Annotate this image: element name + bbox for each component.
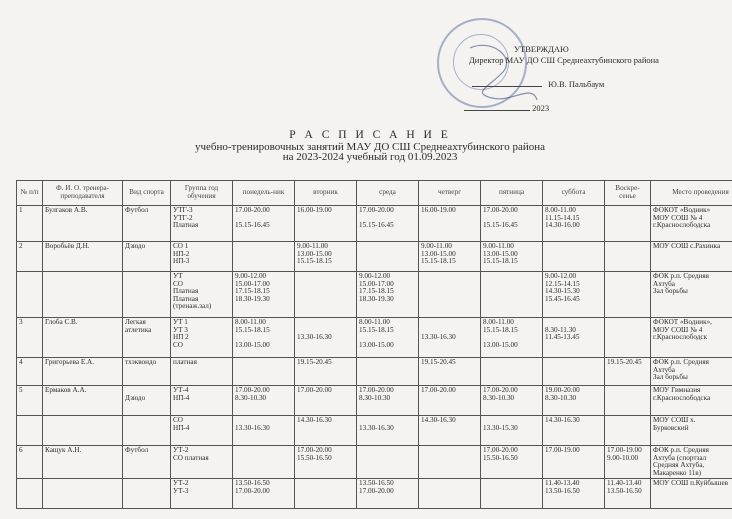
- table-cell: УТ СО Платная Платная (тренаж.зал): [171, 272, 233, 318]
- table-cell: 8.00-11.00 11.15-14.15 14.30-16.00: [543, 206, 605, 242]
- table-cell: 13.50-16.50 17.00-20.00: [357, 479, 419, 509]
- approval-signer: Ю.В. Пальбаум: [548, 79, 605, 89]
- date-line: [464, 110, 530, 111]
- table-cell: УТ-4 НП-4: [171, 386, 233, 416]
- table-cell: 17.00-20.00 15.50-16.50: [481, 446, 543, 479]
- table-cell: [123, 272, 171, 318]
- table-cell: 17.00-20.00 15.15-16.45: [233, 206, 295, 242]
- table-cell: [17, 272, 43, 318]
- table-cell: УТГ-3 УТГ-2 Платная: [171, 206, 233, 242]
- table-cell: Ермаков А.А.: [43, 386, 123, 416]
- table-cell: Григорьева Е.А.: [43, 358, 123, 386]
- table-cell: [17, 416, 43, 446]
- table-cell: Дзюдо: [123, 386, 171, 416]
- table-cell: ФОК р.п. Средняя Ахтуба (спортзал Средняя Ахтуба, Макаренко 11в): [651, 446, 732, 479]
- approval-position: Директор МАУ ДО СШ Среднеахтубинского района: [469, 55, 659, 65]
- column-header: Группа год обучения: [171, 181, 233, 206]
- column-header: вторник: [295, 181, 357, 206]
- approval-date-year: 2023: [532, 103, 550, 113]
- table-cell: [605, 416, 651, 446]
- table-cell: ФОК р.п. Средняя Ахтуба Зал борьбы: [651, 358, 732, 386]
- table-cell: 17.00-20.00: [419, 386, 481, 416]
- table-cell: платная: [171, 358, 233, 386]
- table-cell: 8.00-11.00 15.15-18.15 13.00-15.00: [233, 318, 295, 358]
- table-row: [17, 242, 732, 272]
- table-row: [17, 206, 732, 242]
- table-cell: 16.00-19.00: [419, 206, 481, 242]
- table-cell: 2: [17, 242, 43, 272]
- table-cell: [419, 272, 481, 318]
- table-cell: Футбол: [123, 206, 171, 242]
- table-cell: 11.40-13.40 13.50-16.50: [605, 479, 651, 509]
- table-cell: ФОК р.п. Средняя Ахтуба Зал борьбы: [651, 272, 732, 318]
- table-cell: МОУ СОШ х. Бурковский: [651, 416, 732, 446]
- table-cell: УТ-2 СО платная: [171, 446, 233, 479]
- table-cell: Футбол: [123, 446, 171, 479]
- table-cell: [43, 416, 123, 446]
- table-cell: [43, 479, 123, 509]
- table-cell: [481, 272, 543, 318]
- table-cell: МОУ Гимназия г.Краснослободска: [651, 386, 732, 416]
- table-cell: [123, 416, 171, 446]
- table-cell: 14.30-16.30: [543, 416, 605, 446]
- table-cell: [605, 318, 651, 358]
- table-cell: 11.40-13.40 13.50-16.50: [543, 479, 605, 509]
- table-cell: 17.00-20.00 8.30-10.30: [357, 386, 419, 416]
- table-cell: Легкая атлетика: [123, 318, 171, 358]
- table-cell: 8.00-11.00 15.15-18.15 13.00-15.00: [357, 318, 419, 358]
- table-cell: [43, 272, 123, 318]
- table-cell: 13.30-16.30: [295, 318, 357, 358]
- table-cell: [481, 479, 543, 509]
- table-cell: [357, 358, 419, 386]
- table-cell: УТ 1 УТ 3 НП 2 СО: [171, 318, 233, 358]
- table-cell: 17.00-20.00 15.50-16.50: [295, 446, 357, 479]
- table-cell: ФОКОТ «Водник» МОУ СОШ № 4 г.Краснослободска: [651, 206, 732, 242]
- table-cell: [233, 446, 295, 479]
- table-cell: СО 1 НП-2 НП-3: [171, 242, 233, 272]
- table-cell: 19.15-20.45: [295, 358, 357, 386]
- table-cell: Воробьёв Д.Н.: [43, 242, 123, 272]
- schedule-table: [16, 180, 732, 509]
- table-cell: [605, 242, 651, 272]
- table-cell: [357, 242, 419, 272]
- table-cell: 19.15-20.45: [419, 358, 481, 386]
- approval-block: [469, 44, 728, 114]
- table-cell: 19.00-20.00 8.30-10.30: [543, 386, 605, 416]
- column-header: Вид спорта: [123, 181, 171, 206]
- table-cell: 1: [17, 206, 43, 242]
- table-cell: 8.30-11.30 11.45-13.45: [543, 318, 605, 358]
- table-cell: 13.30-15.30: [481, 416, 543, 446]
- table-cell: 13.30-16.30: [233, 416, 295, 446]
- table-cell: 5: [17, 386, 43, 416]
- table-cell: 17.00-20.00 8.30-10.30: [233, 386, 295, 416]
- table-row: [17, 479, 732, 509]
- table-header-row: [17, 181, 732, 206]
- column-header: Ф. И. О. тренера-преподавателя: [43, 181, 123, 206]
- table-cell: Кащук А.Н.: [43, 446, 123, 479]
- table-cell: 17.00-20.00: [295, 386, 357, 416]
- table-cell: [357, 446, 419, 479]
- table-cell: СО НП-4: [171, 416, 233, 446]
- table-cell: МОУ СОШ с.Рахинка: [651, 242, 732, 272]
- table-cell: [605, 206, 651, 242]
- table-cell: 4: [17, 358, 43, 386]
- table-cell: [233, 358, 295, 386]
- title-subtitle: учебно-тренировочных занятий МАУ ДО СШ Среднеахтубинского района: [195, 141, 545, 153]
- table-cell: [605, 386, 651, 416]
- table-cell: 9.00-12.00 15.00-17.00 17.15-18.15 18.30-19.30: [357, 272, 419, 318]
- table-cell: [543, 242, 605, 272]
- table-cell: 13.30-16.30: [357, 416, 419, 446]
- table-row: [17, 416, 732, 446]
- column-header: среда: [357, 181, 419, 206]
- column-header: пятница: [481, 181, 543, 206]
- table-cell: МОУ СОШ п.Куйбышев: [651, 479, 732, 509]
- table-cell: ФОКОТ «Водник», МОУ СОШ № 4 г.Краснослободск: [651, 318, 732, 358]
- table-cell: 9.00-11.00 13.00-15.00 15.15-18.15: [295, 242, 357, 272]
- table-cell: [295, 272, 357, 318]
- table-cell: [605, 272, 651, 318]
- table-cell: тхэквондо: [123, 358, 171, 386]
- table-cell: [419, 479, 481, 509]
- signature-line: [472, 86, 542, 87]
- table-cell: Дзюдо: [123, 242, 171, 272]
- table-cell: УТ-2 УТ-3: [171, 479, 233, 509]
- column-header: четверг: [419, 181, 481, 206]
- table-cell: 9.00-11.00 13.00-15.00 15.15-18.15: [481, 242, 543, 272]
- table-row: [17, 318, 732, 358]
- table-cell: 8.00-11.00 15.15-18.15 13.00-15.00: [481, 318, 543, 358]
- table-row: [17, 446, 732, 479]
- table-cell: 9.00-12.00 15.00-17.00 17.15-18.15 18.30-19.30: [233, 272, 295, 318]
- column-header: суббота: [543, 181, 605, 206]
- title-heading: Р А С П И С А Н И Е: [289, 129, 451, 141]
- table-cell: [17, 479, 43, 509]
- table-cell: [295, 479, 357, 509]
- table-cell: [543, 358, 605, 386]
- title-year: на 2023-2024 учебный год 01.09.2023: [282, 151, 458, 163]
- table-cell: 14.30-16.30: [419, 416, 481, 446]
- table-cell: [419, 446, 481, 479]
- table-cell: 17.00-19.00: [543, 446, 605, 479]
- table-cell: 6: [17, 446, 43, 479]
- table-cell: 13.30-16.30: [419, 318, 481, 358]
- table-cell: 16.00-19.00: [295, 206, 357, 242]
- table-cell: 17.00-19.00 9.00-10.00: [605, 446, 651, 479]
- table-cell: 17.00-20.00 15.15-16.45: [357, 206, 419, 242]
- table-row: [17, 386, 732, 416]
- column-header: Место проведения: [651, 181, 732, 206]
- table-cell: [123, 479, 171, 509]
- document-title: [190, 130, 550, 162]
- column-header: Воскре-сенье: [605, 181, 651, 206]
- table-cell: 9.00-12.00 12.15-14.15 14.30-15.30 15.45-16.45: [543, 272, 605, 318]
- column-header: № п/п: [17, 181, 43, 206]
- table-cell: [233, 242, 295, 272]
- table-cell: 13.50-16.50 17.00-20.00: [233, 479, 295, 509]
- column-header: понедель-ник: [233, 181, 295, 206]
- table-cell: Глоба С.В.: [43, 318, 123, 358]
- table-cell: 17.00-20.00 8.30-10.30: [481, 386, 543, 416]
- table-cell: 14.30-16.30: [295, 416, 357, 446]
- table-cell: 19.15-20.45: [605, 358, 651, 386]
- table-cell: 3: [17, 318, 43, 358]
- table-cell: [481, 358, 543, 386]
- approval-heading: УТВЕРЖДАЮ: [514, 44, 569, 54]
- table-cell: 17.00-20.00 15.15-16.45: [481, 206, 543, 242]
- table-cell: Булгаков А.В.: [43, 206, 123, 242]
- table-row: [17, 358, 732, 386]
- table-row: [17, 272, 732, 318]
- table-cell: 9.00-11.00 13.00-15.00 15.15-18.15: [419, 242, 481, 272]
